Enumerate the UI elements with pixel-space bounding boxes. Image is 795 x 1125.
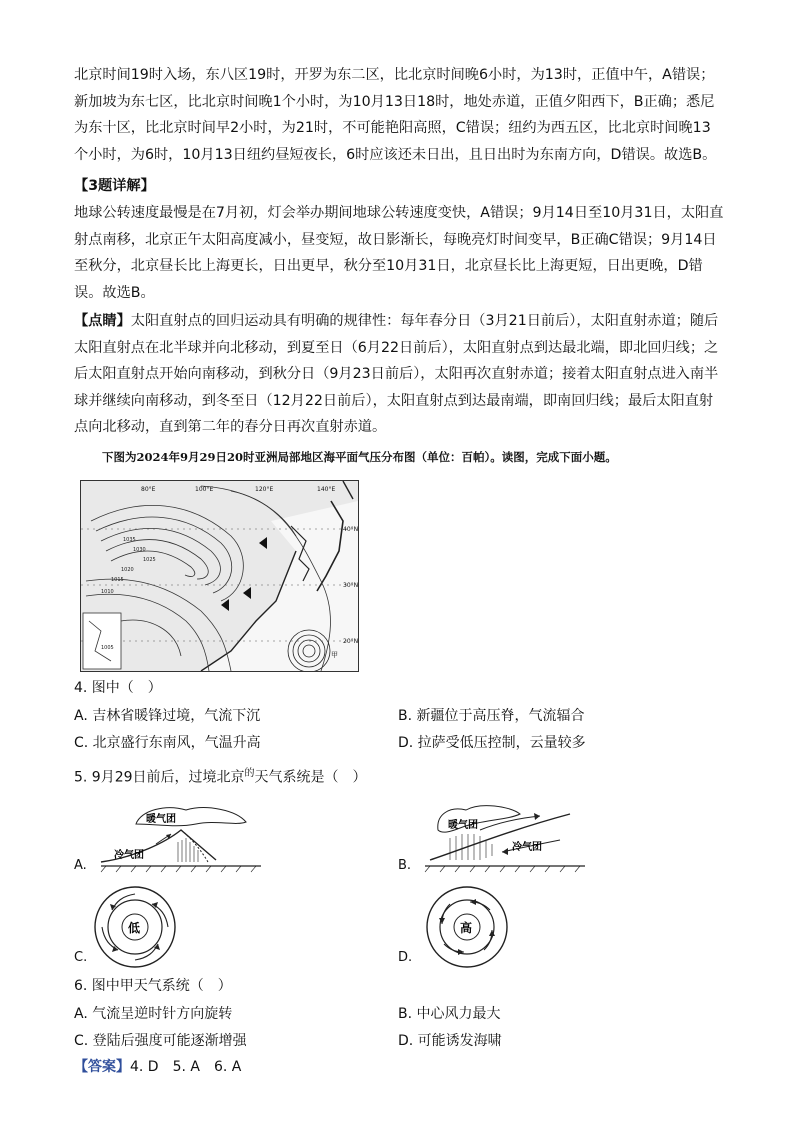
q5-figure-d — [424, 884, 510, 970]
lon-label-80: 80°E — [141, 486, 156, 493]
figure-caption: 下图为2024年9月29日20时亚洲局部地区海平面气压分布图（单位：百帕）。读图，完成下面小题。 — [102, 450, 617, 464]
q5-figure-b — [420, 800, 590, 874]
q5-figure-c — [92, 884, 178, 970]
q5-label-a: A. — [74, 858, 87, 873]
lon-label-100: 100°E — [195, 486, 214, 493]
q4-option-b: B. 新疆位于高压脊，气流辐合 — [398, 708, 585, 724]
lon-label-120: 120°E — [255, 486, 274, 493]
answer-line — [74, 1056, 241, 1076]
figA-cold-label: 冷气团 — [114, 850, 144, 861]
paragraph-q2-explanation: 北京时间19时入场，东八区19时，开罗为东二区，比北京时间晚6小时，为13时，正值中午，A错误；新加坡为东七区，比北京时间晚1个小时，为10月13日18时，地处赤道，正值夕阳西下，B正确；悉尼为东十区，比北京时间早2小时，为21时，不可能艳阳高照，C错误；纽约为西五区，比北京时间晚13个小时，为6时，10月13日纽约昼短夜长，6时应该还未日出，且日出时为东南方向，D错误。故选B。 — [74, 67, 717, 163]
isobar-label-1015: 1015 — [111, 577, 124, 583]
q5-label-c: C. — [74, 950, 88, 965]
lat-label-20: 20°N — [343, 638, 358, 645]
q6-option-c: C. 登陆后强度可能逐渐增强 — [74, 1033, 247, 1049]
lon-label-140: 140°E — [317, 486, 336, 493]
pressure-map-svg — [81, 481, 358, 671]
figC-center-label: 低 — [128, 921, 141, 935]
figD-center-label: 高 — [460, 921, 473, 935]
figA-warm-label: 暖气团 — [146, 814, 176, 825]
dianjing-text: 太阳直射点的回归运动具有明确的规律性：每年春分日（3月21日前后），太阳直射赤道；随后太阳直射点在北半球并向北移动，到夏至日（6月22日前后），太阳直射点到达最北端，即北回归线；之后太阳直射点开始向南移动，到秋分日（9月23日前后），太阳再次直射赤道；接着太阳直射点进入南半球并继续向南移动，到冬至日（12月22日前后），太阳直射点到达最南端，即南回归线；最后太阳直射点向北移动，直到第二年的春分日再次直射赤道。 — [74, 313, 719, 436]
isobar-label-1030: 1030 — [133, 547, 146, 553]
isobar-label-1020: 1020 — [121, 567, 134, 573]
q6-option-a: A. 气流呈逆时针方向旋转 — [74, 1006, 233, 1022]
q5-label-d: D. — [398, 950, 413, 965]
pressure-map — [80, 480, 359, 672]
answer-text: 4. D 5. A 6. A — [130, 1059, 242, 1075]
q4-option-a: A. 吉林省暖锋过境，气流下沉 — [74, 708, 261, 724]
isobar-label-1035: 1035 — [123, 537, 136, 543]
q6-option-d: D. 可能诱发海啸 — [398, 1033, 502, 1049]
figB-cold-label: 冷气团 — [512, 842, 542, 853]
lat-label-40: 40°N — [343, 526, 358, 533]
paragraph-q3-explanation: 地球公转速度最慢是在7月初，灯会举办期间地球公转速度变快，A错误；9月14日至10月31日，太阳直射点南移，北京正午太阳高度减小，昼变短，故日影渐长，每晚亮灯时间变早，B正确C错误；9月14日至秋分，北京昼长比上海更长，日出更早，秋分至10月31日，北京昼长比上海更短，日出更晚，D错误。故选B。 — [74, 205, 724, 301]
region-label-jia: 甲 — [331, 651, 338, 659]
q5-label-b: B. — [398, 858, 412, 873]
q4-option-d: D. 拉萨受低压控制，云量较多 — [398, 735, 586, 751]
q4-option-c: C. 北京盛行东南风，气温升高 — [74, 735, 261, 751]
q5-stem-post: 天气系统是（ ） — [254, 769, 367, 786]
q3-heading: 【3题详解】 — [74, 178, 155, 194]
q6-option-b: B. 中心风力最大 — [398, 1006, 501, 1022]
lat-label-30: 30°N — [343, 582, 358, 589]
figB-warm-label: 暖气团 — [448, 820, 478, 831]
q5-stem-pre: 5. 9月29日前后，过境北京 — [74, 769, 245, 786]
paragraph-dianjing — [74, 308, 724, 441]
q4-stem: 4. 图中（ ） — [74, 680, 162, 696]
q6-stem: 6. 图中甲天气系统（ ） — [74, 978, 232, 994]
dianjing-tag: 【点睛】 — [74, 313, 131, 329]
q5-stem — [74, 764, 367, 787]
answer-tag: 【答案】 — [74, 1059, 130, 1075]
q5-stem-small: 的 — [244, 768, 255, 779]
isobar-label-1005: 1005 — [101, 645, 114, 651]
q5-figure-a — [96, 802, 266, 874]
isobar-label-1010: 1010 — [101, 589, 114, 595]
isobar-label-1025: 1025 — [143, 557, 156, 563]
